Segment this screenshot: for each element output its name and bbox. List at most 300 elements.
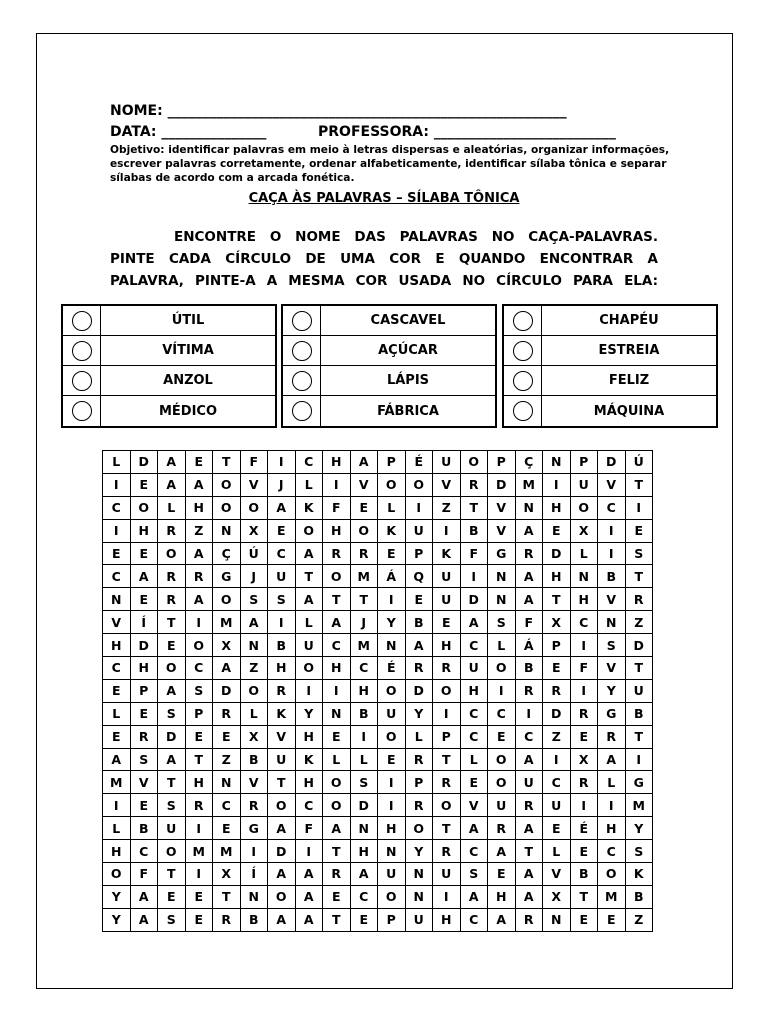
grid-cell[interactable]: É	[405, 451, 433, 474]
grid-cell[interactable]: T	[323, 840, 351, 863]
grid-cell[interactable]: X	[543, 885, 571, 908]
grid-cell[interactable]: T	[625, 565, 653, 588]
grid-cell[interactable]: F	[240, 451, 268, 474]
grid-cell[interactable]: C	[460, 908, 488, 931]
grid-cell[interactable]: T	[570, 885, 598, 908]
grid-cell[interactable]: E	[185, 725, 213, 748]
name-field[interactable]: NOME: _________________________________________________________	[110, 103, 567, 119]
grid-cell[interactable]: D	[543, 542, 571, 565]
grid-cell[interactable]: C	[185, 657, 213, 680]
grid-cell[interactable]: U	[433, 588, 461, 611]
grid-cell[interactable]: R	[515, 542, 543, 565]
grid-cell[interactable]: I	[433, 519, 461, 542]
color-circle[interactable]	[292, 371, 312, 391]
grid-cell[interactable]: B	[350, 702, 378, 725]
grid-cell[interactable]: H	[598, 817, 626, 840]
grid-cell[interactable]: V	[598, 473, 626, 496]
grid-cell[interactable]: L	[295, 473, 323, 496]
date-field[interactable]: DATA: _______________	[110, 124, 267, 140]
grid-cell[interactable]: E	[570, 908, 598, 931]
grid-cell[interactable]: I	[103, 519, 131, 542]
grid-cell[interactable]: M	[185, 840, 213, 863]
grid-cell[interactable]: F	[460, 542, 488, 565]
grid-cell[interactable]: K	[625, 863, 653, 886]
grid-cell[interactable]: I	[488, 679, 516, 702]
grid-cell[interactable]: U	[378, 863, 406, 886]
grid-cell[interactable]: R	[625, 588, 653, 611]
grid-cell[interactable]: H	[488, 885, 516, 908]
grid-cell[interactable]: D	[625, 634, 653, 657]
grid-cell[interactable]: I	[378, 588, 406, 611]
grid-cell[interactable]: A	[350, 451, 378, 474]
grid-cell[interactable]: C	[460, 840, 488, 863]
grid-cell[interactable]: K	[295, 496, 323, 519]
color-circle[interactable]	[72, 341, 92, 361]
grid-cell[interactable]: R	[350, 542, 378, 565]
grid-cell[interactable]: T	[158, 863, 186, 886]
grid-cell[interactable]: U	[433, 451, 461, 474]
grid-cell[interactable]: É	[378, 657, 406, 680]
grid-cell[interactable]: A	[295, 908, 323, 931]
grid-cell[interactable]: S	[598, 634, 626, 657]
grid-cell[interactable]: D	[130, 634, 158, 657]
grid-cell[interactable]: V	[240, 473, 268, 496]
grid-cell[interactable]: V	[598, 657, 626, 680]
grid-cell[interactable]: P	[488, 451, 516, 474]
grid-cell[interactable]: E	[460, 771, 488, 794]
grid-cell[interactable]: I	[103, 473, 131, 496]
grid-cell[interactable]: H	[543, 565, 571, 588]
grid-cell[interactable]: I	[460, 565, 488, 588]
grid-cell[interactable]: L	[350, 748, 378, 771]
grid-cell[interactable]: N	[405, 863, 433, 886]
grid-cell[interactable]: L	[103, 702, 131, 725]
grid-cell[interactable]: O	[488, 657, 516, 680]
grid-cell[interactable]: M	[625, 794, 653, 817]
grid-cell[interactable]: L	[543, 840, 571, 863]
grid-cell[interactable]: R	[515, 794, 543, 817]
grid-cell[interactable]: F	[323, 496, 351, 519]
grid-cell[interactable]: C	[488, 702, 516, 725]
grid-cell[interactable]: A	[158, 473, 186, 496]
grid-cell[interactable]: R	[185, 794, 213, 817]
grid-cell[interactable]: N	[543, 451, 571, 474]
grid-cell[interactable]: Y	[598, 679, 626, 702]
grid-cell[interactable]: M	[213, 840, 241, 863]
grid-cell[interactable]: A	[158, 679, 186, 702]
grid-cell[interactable]: T	[295, 565, 323, 588]
grid-cell[interactable]: I	[268, 611, 296, 634]
grid-cell[interactable]: C	[103, 565, 131, 588]
grid-cell[interactable]: A	[158, 748, 186, 771]
grid-cell[interactable]: E	[570, 840, 598, 863]
grid-cell[interactable]: H	[433, 634, 461, 657]
grid-cell[interactable]: A	[598, 748, 626, 771]
grid-cell[interactable]: C	[130, 840, 158, 863]
grid-cell[interactable]: Q	[405, 565, 433, 588]
grid-cell[interactable]: H	[323, 657, 351, 680]
grid-cell[interactable]: I	[185, 863, 213, 886]
grid-cell[interactable]: B	[405, 611, 433, 634]
grid-cell[interactable]: A	[185, 473, 213, 496]
grid-cell[interactable]: E	[130, 473, 158, 496]
grid-cell[interactable]: C	[350, 885, 378, 908]
grid-cell[interactable]: H	[185, 496, 213, 519]
grid-cell[interactable]: N	[543, 908, 571, 931]
grid-cell[interactable]: U	[295, 634, 323, 657]
grid-cell[interactable]: C	[295, 794, 323, 817]
grid-cell[interactable]: C	[323, 634, 351, 657]
grid-cell[interactable]: C	[515, 725, 543, 748]
grid-cell[interactable]: A	[130, 908, 158, 931]
grid-cell[interactable]: U	[433, 863, 461, 886]
grid-cell[interactable]: O	[323, 565, 351, 588]
grid-cell[interactable]: N	[350, 817, 378, 840]
grid-cell[interactable]: G	[240, 817, 268, 840]
grid-cell[interactable]: C	[460, 634, 488, 657]
grid-cell[interactable]: Ç	[515, 451, 543, 474]
grid-cell[interactable]: S	[488, 611, 516, 634]
grid-cell[interactable]: D	[543, 702, 571, 725]
grid-cell[interactable]: V	[488, 496, 516, 519]
grid-cell[interactable]: C	[543, 771, 571, 794]
grid-cell[interactable]: G	[625, 771, 653, 794]
grid-cell[interactable]: O	[488, 771, 516, 794]
grid-cell[interactable]: I	[543, 473, 571, 496]
grid-cell[interactable]: H	[185, 771, 213, 794]
grid-cell[interactable]: M	[515, 473, 543, 496]
grid-cell[interactable]: E	[323, 725, 351, 748]
grid-cell[interactable]: L	[103, 451, 131, 474]
grid-cell[interactable]: Ç	[213, 542, 241, 565]
grid-cell[interactable]: L	[405, 725, 433, 748]
grid-cell[interactable]: T	[625, 473, 653, 496]
grid-cell[interactable]: S	[158, 794, 186, 817]
grid-cell[interactable]: A	[515, 817, 543, 840]
grid-cell[interactable]: D	[268, 840, 296, 863]
grid-cell[interactable]: P	[405, 771, 433, 794]
grid-cell[interactable]: E	[103, 679, 131, 702]
grid-cell[interactable]: H	[433, 908, 461, 931]
grid-cell[interactable]: E	[543, 657, 571, 680]
grid-cell[interactable]: A	[185, 542, 213, 565]
grid-cell[interactable]: E	[405, 588, 433, 611]
grid-cell[interactable]: N	[405, 885, 433, 908]
grid-cell[interactable]: E	[350, 496, 378, 519]
grid-cell[interactable]: T	[323, 908, 351, 931]
grid-cell[interactable]: V	[598, 588, 626, 611]
grid-cell[interactable]: R	[515, 908, 543, 931]
grid-cell[interactable]: Y	[103, 908, 131, 931]
grid-cell[interactable]: V	[240, 771, 268, 794]
grid-cell[interactable]: A	[130, 565, 158, 588]
grid-cell[interactable]: O	[268, 794, 296, 817]
grid-cell[interactable]: U	[570, 473, 598, 496]
grid-cell[interactable]: E	[488, 863, 516, 886]
grid-cell[interactable]: R	[543, 679, 571, 702]
grid-cell[interactable]: O	[488, 748, 516, 771]
grid-cell[interactable]: H	[570, 588, 598, 611]
grid-cell[interactable]: S	[158, 908, 186, 931]
grid-cell[interactable]: A	[185, 588, 213, 611]
grid-cell[interactable]: T	[350, 588, 378, 611]
grid-cell[interactable]: A	[158, 451, 186, 474]
grid-cell[interactable]: E	[158, 634, 186, 657]
grid-cell[interactable]: R	[158, 565, 186, 588]
color-circle[interactable]	[513, 401, 533, 421]
grid-cell[interactable]: H	[295, 725, 323, 748]
grid-cell[interactable]: A	[295, 863, 323, 886]
grid-cell[interactable]: N	[515, 496, 543, 519]
grid-cell[interactable]: H	[323, 519, 351, 542]
grid-cell[interactable]: I	[185, 817, 213, 840]
grid-cell[interactable]: I	[570, 634, 598, 657]
grid-cell[interactable]: R	[158, 519, 186, 542]
grid-cell[interactable]: S	[158, 702, 186, 725]
grid-cell[interactable]: G	[488, 542, 516, 565]
color-circle[interactable]	[72, 401, 92, 421]
grid-cell[interactable]: A	[213, 657, 241, 680]
grid-cell[interactable]: I	[543, 748, 571, 771]
grid-cell[interactable]: S	[350, 771, 378, 794]
grid-cell[interactable]: O	[378, 885, 406, 908]
grid-cell[interactable]: D	[130, 451, 158, 474]
grid-cell[interactable]: F	[295, 817, 323, 840]
grid-cell[interactable]: E	[130, 588, 158, 611]
grid-cell[interactable]: N	[378, 840, 406, 863]
grid-cell[interactable]: O	[378, 725, 406, 748]
grid-cell[interactable]: C	[460, 702, 488, 725]
grid-cell[interactable]: E	[103, 542, 131, 565]
grid-cell[interactable]: F	[515, 611, 543, 634]
grid-cell[interactable]: R	[323, 863, 351, 886]
grid-cell[interactable]: N	[378, 634, 406, 657]
grid-cell[interactable]: Z	[185, 519, 213, 542]
grid-cell[interactable]: O	[213, 473, 241, 496]
grid-cell[interactable]: D	[460, 588, 488, 611]
grid-cell[interactable]: R	[213, 908, 241, 931]
grid-cell[interactable]: R	[405, 657, 433, 680]
grid-cell[interactable]: A	[515, 863, 543, 886]
grid-cell[interactable]: A	[515, 588, 543, 611]
grid-cell[interactable]: O	[323, 794, 351, 817]
grid-cell[interactable]: L	[103, 817, 131, 840]
grid-cell[interactable]: R	[570, 702, 598, 725]
grid-cell[interactable]: C	[460, 725, 488, 748]
grid-cell[interactable]: C	[295, 451, 323, 474]
grid-cell[interactable]: L	[598, 771, 626, 794]
grid-cell[interactable]: Z	[625, 611, 653, 634]
grid-cell[interactable]: A	[130, 885, 158, 908]
grid-cell[interactable]: E	[268, 519, 296, 542]
grid-cell[interactable]: C	[598, 496, 626, 519]
grid-cell[interactable]: K	[268, 702, 296, 725]
grid-cell[interactable]: A	[295, 588, 323, 611]
grid-cell[interactable]: R	[185, 565, 213, 588]
grid-cell[interactable]: R	[268, 679, 296, 702]
grid-cell[interactable]: V	[103, 611, 131, 634]
grid-cell[interactable]: L	[460, 748, 488, 771]
grid-cell[interactable]: L	[240, 702, 268, 725]
grid-cell[interactable]: B	[268, 634, 296, 657]
grid-cell[interactable]: T	[213, 885, 241, 908]
grid-cell[interactable]: A	[268, 817, 296, 840]
grid-cell[interactable]: I	[598, 542, 626, 565]
grid-cell[interactable]: G	[598, 702, 626, 725]
grid-cell[interactable]: R	[130, 725, 158, 748]
grid-cell[interactable]: T	[625, 725, 653, 748]
grid-cell[interactable]: I	[570, 794, 598, 817]
grid-cell[interactable]: R	[598, 725, 626, 748]
grid-cell[interactable]: O	[405, 817, 433, 840]
color-circle[interactable]	[292, 341, 312, 361]
grid-cell[interactable]: R	[433, 657, 461, 680]
grid-cell[interactable]: S	[240, 588, 268, 611]
grid-cell[interactable]: X	[240, 519, 268, 542]
grid-cell[interactable]: U	[460, 657, 488, 680]
grid-cell[interactable]: E	[543, 817, 571, 840]
grid-cell[interactable]: U	[405, 908, 433, 931]
grid-cell[interactable]: F	[130, 863, 158, 886]
grid-cell[interactable]: A	[268, 908, 296, 931]
grid-cell[interactable]: Ú	[240, 542, 268, 565]
grid-cell[interactable]: M	[213, 611, 241, 634]
grid-cell[interactable]: B	[570, 863, 598, 886]
grid-cell[interactable]: A	[323, 611, 351, 634]
grid-cell[interactable]: P	[543, 634, 571, 657]
grid-cell[interactable]: I	[433, 702, 461, 725]
grid-cell[interactable]: E	[378, 748, 406, 771]
grid-cell[interactable]: X	[213, 634, 241, 657]
grid-cell[interactable]: I	[323, 473, 351, 496]
grid-cell[interactable]: E	[130, 794, 158, 817]
grid-cell[interactable]: A	[515, 565, 543, 588]
grid-cell[interactable]: U	[268, 748, 296, 771]
grid-cell[interactable]: E	[543, 519, 571, 542]
grid-cell[interactable]: R	[433, 771, 461, 794]
grid-cell[interactable]: C	[213, 794, 241, 817]
grid-cell[interactable]: U	[405, 519, 433, 542]
grid-cell[interactable]: R	[515, 679, 543, 702]
grid-cell[interactable]: I	[625, 496, 653, 519]
grid-cell[interactable]: R	[158, 588, 186, 611]
grid-cell[interactable]: D	[598, 451, 626, 474]
grid-cell[interactable]: R	[460, 473, 488, 496]
grid-cell[interactable]: O	[378, 679, 406, 702]
grid-cell[interactable]: V	[433, 473, 461, 496]
grid-cell[interactable]: A	[488, 908, 516, 931]
grid-cell[interactable]: K	[378, 519, 406, 542]
grid-cell[interactable]: T	[185, 748, 213, 771]
grid-cell[interactable]: A	[323, 817, 351, 840]
grid-cell[interactable]: Á	[378, 565, 406, 588]
grid-cell[interactable]: R	[213, 702, 241, 725]
grid-cell[interactable]: B	[130, 817, 158, 840]
color-circle[interactable]	[72, 371, 92, 391]
grid-cell[interactable]: I	[378, 771, 406, 794]
grid-cell[interactable]: I	[433, 885, 461, 908]
grid-cell[interactable]: S	[460, 863, 488, 886]
grid-cell[interactable]: E	[378, 542, 406, 565]
grid-cell[interactable]: T	[268, 771, 296, 794]
grid-cell[interactable]: O	[240, 496, 268, 519]
grid-cell[interactable]: V	[130, 771, 158, 794]
grid-cell[interactable]: I	[240, 840, 268, 863]
grid-cell[interactable]: H	[268, 657, 296, 680]
grid-cell[interactable]: O	[295, 519, 323, 542]
grid-cell[interactable]: R	[488, 817, 516, 840]
grid-cell[interactable]: H	[460, 679, 488, 702]
grid-cell[interactable]: A	[240, 611, 268, 634]
grid-cell[interactable]: B	[240, 908, 268, 931]
grid-cell[interactable]: E	[185, 885, 213, 908]
grid-cell[interactable]: O	[295, 657, 323, 680]
grid-cell[interactable]: O	[378, 473, 406, 496]
grid-cell[interactable]: O	[323, 771, 351, 794]
grid-cell[interactable]: K	[433, 542, 461, 565]
grid-cell[interactable]: E	[598, 908, 626, 931]
grid-cell[interactable]: P	[570, 451, 598, 474]
grid-cell[interactable]: V	[543, 863, 571, 886]
grid-cell[interactable]: Y	[295, 702, 323, 725]
grid-cell[interactable]: I	[323, 679, 351, 702]
grid-cell[interactable]: U	[268, 565, 296, 588]
grid-cell[interactable]: A	[405, 634, 433, 657]
grid-cell[interactable]: G	[213, 565, 241, 588]
grid-cell[interactable]: P	[378, 451, 406, 474]
grid-cell[interactable]: T	[213, 451, 241, 474]
grid-cell[interactable]: O	[350, 519, 378, 542]
grid-cell[interactable]: P	[378, 908, 406, 931]
grid-cell[interactable]: C	[350, 657, 378, 680]
grid-cell[interactable]: H	[103, 634, 131, 657]
grid-cell[interactable]: O	[240, 679, 268, 702]
grid-cell[interactable]: O	[460, 451, 488, 474]
grid-cell[interactable]: O	[158, 657, 186, 680]
grid-cell[interactable]: E	[130, 702, 158, 725]
grid-cell[interactable]: L	[158, 496, 186, 519]
grid-cell[interactable]: N	[598, 611, 626, 634]
grid-cell[interactable]: J	[350, 611, 378, 634]
grid-cell[interactable]: O	[103, 863, 131, 886]
grid-cell[interactable]: T	[323, 588, 351, 611]
grid-cell[interactable]: A	[488, 840, 516, 863]
grid-cell[interactable]: B	[625, 885, 653, 908]
grid-cell[interactable]: Ú	[625, 451, 653, 474]
grid-cell[interactable]: U	[433, 565, 461, 588]
grid-cell[interactable]: C	[103, 496, 131, 519]
grid-cell[interactable]: E	[213, 725, 241, 748]
grid-cell[interactable]: R	[323, 542, 351, 565]
grid-cell[interactable]: O	[598, 863, 626, 886]
grid-cell[interactable]: I	[295, 679, 323, 702]
grid-cell[interactable]: C	[103, 657, 131, 680]
grid-cell[interactable]: Y	[103, 885, 131, 908]
grid-cell[interactable]: D	[405, 679, 433, 702]
grid-cell[interactable]: Z	[213, 748, 241, 771]
grid-cell[interactable]: O	[213, 588, 241, 611]
grid-cell[interactable]: E	[213, 817, 241, 840]
grid-cell[interactable]: T	[543, 588, 571, 611]
grid-cell[interactable]: É	[570, 817, 598, 840]
grid-cell[interactable]: S	[130, 748, 158, 771]
grid-cell[interactable]: U	[543, 794, 571, 817]
grid-cell[interactable]: L	[488, 634, 516, 657]
grid-cell[interactable]: N	[488, 588, 516, 611]
grid-cell[interactable]: B	[625, 702, 653, 725]
grid-cell[interactable]: H	[323, 451, 351, 474]
grid-cell[interactable]: K	[295, 748, 323, 771]
